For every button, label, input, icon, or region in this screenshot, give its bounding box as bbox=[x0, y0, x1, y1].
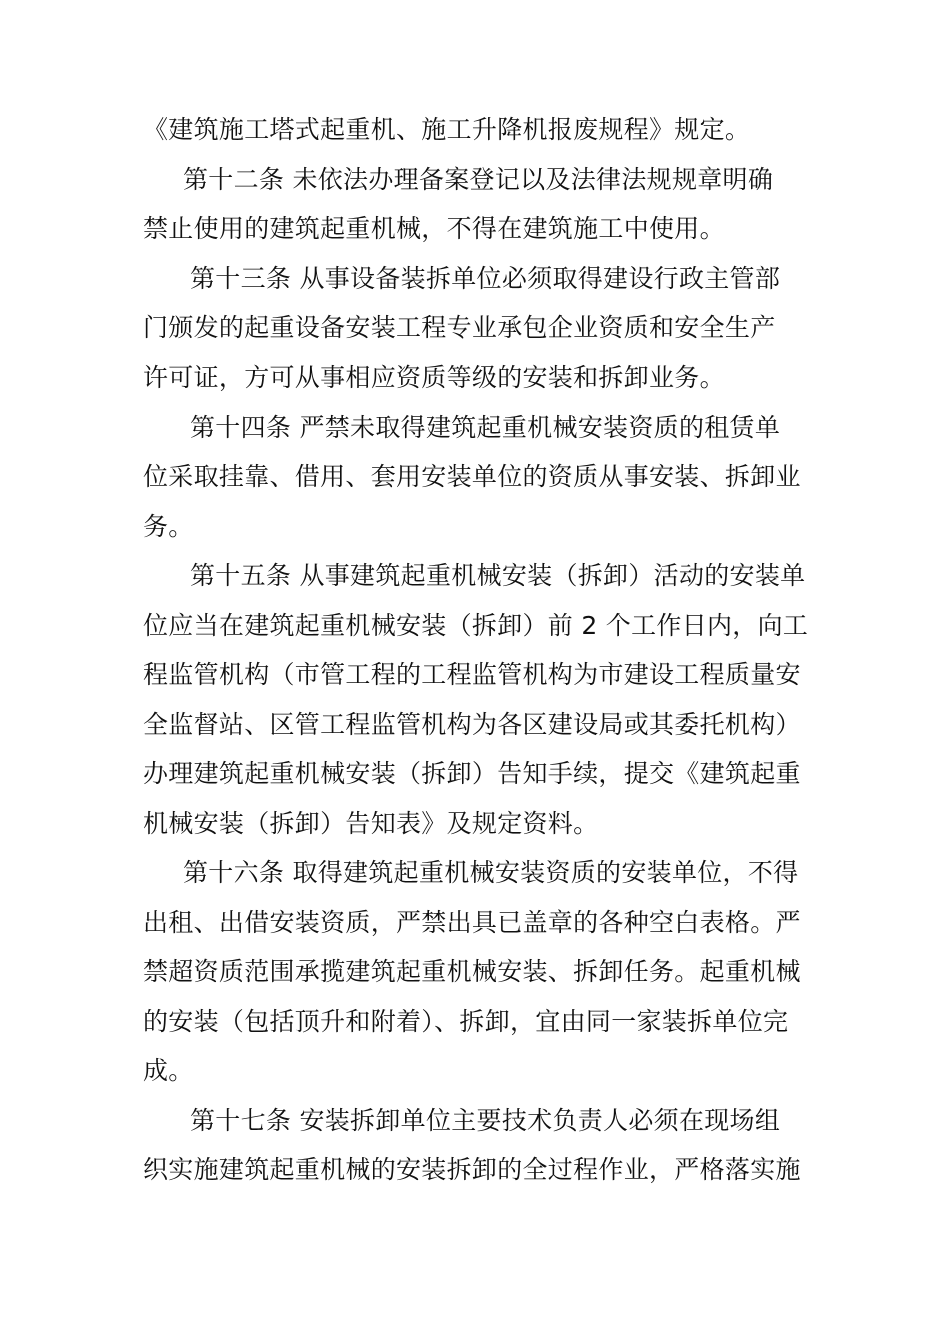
text-line: 《建筑施工塔式起重机、施工升降机报废规程》规定。 bbox=[143, 115, 751, 144]
text-line: 的安装（包括顶升和附着）、拆卸，宜由同一家装拆单位完 bbox=[143, 1007, 789, 1036]
text-line: 机械安装（拆卸）告知表》及规定资料。 bbox=[143, 809, 599, 838]
text-line: 位应当在建筑起重机械安装（拆卸）前 2 个工作日内，向工 bbox=[143, 611, 809, 640]
article-14-heading: 第十四条 严禁未取得建筑起重机械安装资质的租赁单 bbox=[190, 413, 781, 442]
text-line: 织实施建筑起重机械的安装拆卸的全过程作业，严格落实施 bbox=[143, 1155, 801, 1184]
text-line: 出租、出借安装资质，严禁出具已盖章的各种空白表格。严 bbox=[143, 908, 801, 937]
article-15-heading: 第十五条 从事建筑起重机械安装（拆卸）活动的安装单 bbox=[190, 561, 806, 590]
article-13-heading: 第十三条 从事设备装拆单位必须取得建设行政主管部 bbox=[190, 264, 781, 293]
text-line: 办理建筑起重机械安装（拆卸）告知手续，提交《建筑起重 bbox=[143, 759, 801, 788]
article-17-heading: 第十七条 安装拆卸单位主要技术负责人必须在现场组 bbox=[190, 1106, 781, 1135]
text-line: 务。 bbox=[143, 512, 194, 541]
text-line: 门颁发的起重设备安装工程专业承包企业资质和安全生产 bbox=[143, 313, 776, 342]
article-16-heading: 第十六条 取得建筑起重机械安装资质的安装单位，不得 bbox=[183, 858, 799, 887]
text-line: 许可证，方可从事相应资质等级的安装和拆卸业务。 bbox=[143, 363, 725, 392]
text-line: 位采取挂靠、借用、套用安装单位的资质从事安装、拆卸业 bbox=[143, 462, 801, 491]
article-12-heading: 第十二条 未依法办理备案登记以及法律法规规章明确 bbox=[183, 165, 774, 194]
text-line: 全监督站、区管工程监管机构为各区建设局或其委托机构） bbox=[143, 710, 801, 739]
text-line: 禁超资质范围承揽建筑起重机械安装、拆卸任务。起重机械 bbox=[143, 957, 801, 986]
text-line: 成。 bbox=[143, 1056, 194, 1085]
text-line: 禁止使用的建筑起重机械，不得在建筑施工中使用。 bbox=[143, 214, 725, 243]
text-line: 程监管机构（市管工程的工程监管机构为市建设工程质量安 bbox=[143, 660, 801, 689]
